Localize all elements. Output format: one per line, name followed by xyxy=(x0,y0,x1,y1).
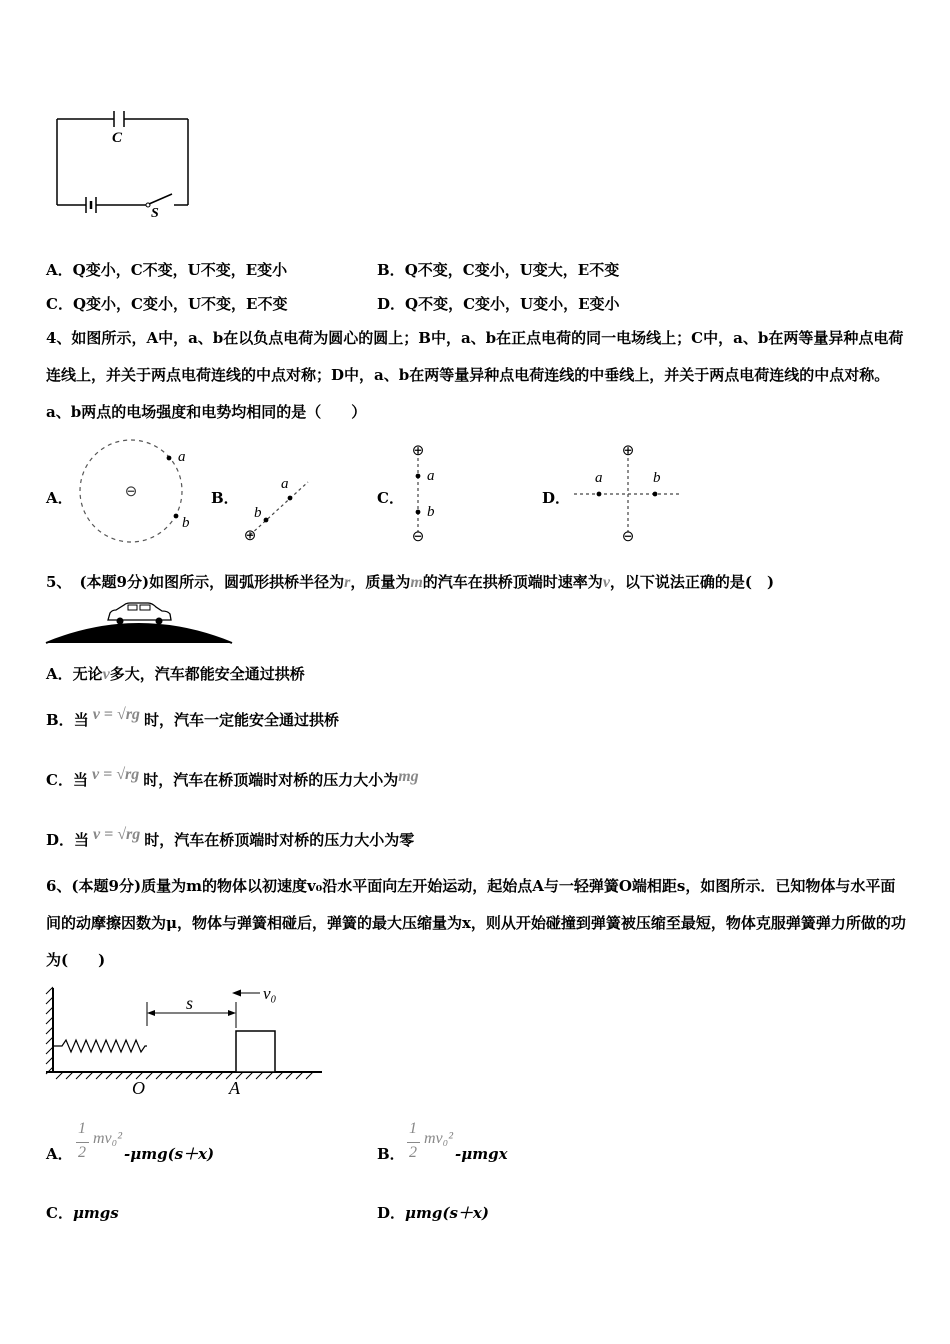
point-b xyxy=(416,510,421,515)
point-b-label: b xyxy=(254,505,262,521)
q4-stem: 4、如图所示，A中，a、b在以负点电荷为圆心的圆上；B中，a、b在正点电荷的同一电场线上；C中，a、b在两等量异种点电荷连线上，并关于两点电荷连线的中点对称；D中，a、b在两等量异种点电荷连线的中垂线上，并关于两点电荷连线的中点对称。a、b两点的电场强度和电势均相同的是（ ） xyxy=(46,329,904,421)
q3-option-b[interactable]: B．Q不变，C变小，U变大，E不变 xyxy=(377,261,620,279)
var-r: r xyxy=(344,574,351,591)
distance-s-label: s xyxy=(186,993,194,1013)
q4-figure-c xyxy=(402,440,462,545)
point-a-label: a xyxy=(281,476,289,492)
point-a xyxy=(167,456,172,461)
point-a-label: a xyxy=(595,470,603,486)
formula-v-sqrt-rg: v = √rg xyxy=(91,766,140,783)
q6-stem: 6、(本题9分)质量为m的物体以初速度v₀沿水平面向左开始运动，起始点A与一轻弹簧O端相距s，如图所示．已知物体与水平面间的动摩擦因数为μ，物体与弹簧相碰后，弹簧的最大压缩量为x，则从开始碰撞到弹簧被压缩至最短，物体克服弹簧弹力所做的功为( ) xyxy=(46,877,906,969)
q5-stem: 5、 (本题9分)如图所示，圆弧形拱桥半径为r，质量为m的汽车在拱桥顶端时速率为v，以下说法正确的是( ) xyxy=(46,573,775,591)
point-b-label: b xyxy=(427,504,435,520)
point-b-label: b xyxy=(182,515,190,531)
q5-option-b[interactable]: B．当 v = √rg 时，汽车一定能安全通过拱桥 xyxy=(46,706,339,729)
q6-option-c[interactable]: C．μmgs xyxy=(46,1204,119,1222)
q3-option-c[interactable]: C．Q变小，C变小，U不变，E不变 xyxy=(46,295,288,313)
var-m: m xyxy=(410,574,423,591)
negative-charge-icon: ⊖ xyxy=(621,529,635,545)
switch-label: S xyxy=(151,206,159,221)
q5-option-d[interactable]: D．当 v = √rg 时，汽车在桥顶端时对桥的压力大小为零 xyxy=(46,826,415,849)
point-a xyxy=(288,496,293,501)
q4-figure-d xyxy=(572,440,687,545)
formula-v-sqrt-rg: v = √rg xyxy=(92,706,140,723)
capacitor-circuit-figure xyxy=(50,105,200,220)
q4-option-d-label[interactable]: D． xyxy=(542,489,571,507)
point-b-label: b xyxy=(653,470,661,486)
point-b xyxy=(653,492,658,497)
positive-charge-icon: ⊕ xyxy=(243,528,257,544)
point-a xyxy=(416,474,421,479)
capacitor-label: C xyxy=(112,130,123,146)
q6-option-d[interactable]: D．μmg(s＋x) xyxy=(377,1204,489,1222)
velocity-v0-label: v₀ xyxy=(263,984,277,1003)
q5-option-a[interactable]: A．无论v多大，汽车都能安全通过拱桥 xyxy=(46,665,305,683)
q4-figure-a xyxy=(78,438,188,548)
q4-option-b-label[interactable]: B． xyxy=(211,489,239,507)
arch-bridge-figure xyxy=(46,600,232,646)
car-icon xyxy=(108,603,171,625)
block xyxy=(236,1031,275,1072)
q5-option-c[interactable]: C．当 v = √rg 时，汽车在桥顶端时对桥的压力大小为mg xyxy=(46,766,419,789)
q3-option-a[interactable]: A．Q变小，C不变，U不变，E变小 xyxy=(46,261,288,279)
q4-option-c-label[interactable]: C． xyxy=(377,489,404,507)
point-o-label: O xyxy=(132,1078,145,1098)
point-a-label: a xyxy=(427,468,435,484)
q4-option-a-label[interactable]: A． xyxy=(46,489,73,507)
var-v: v xyxy=(602,574,610,591)
spring-icon xyxy=(53,1040,147,1052)
positive-charge-icon: ⊕ xyxy=(411,443,425,459)
point-a xyxy=(597,492,602,497)
point-b xyxy=(264,518,269,523)
q3-option-d[interactable]: D．Q不变，C变小，U变小，E变小 xyxy=(377,295,620,313)
negative-charge-icon: ⊖ xyxy=(411,529,425,545)
formula-v-sqrt-rg: v = √rg xyxy=(93,826,141,843)
point-a-label: a xyxy=(178,449,186,465)
negative-charge-icon: ⊖ xyxy=(124,484,138,500)
point-b xyxy=(174,514,179,519)
velocity-arrow-icon xyxy=(232,990,241,997)
positive-charge-icon: ⊕ xyxy=(621,443,635,459)
spring-block-figure xyxy=(46,984,326,1099)
q4-figure-b xyxy=(238,470,318,550)
point-a-label: A xyxy=(229,1078,240,1098)
